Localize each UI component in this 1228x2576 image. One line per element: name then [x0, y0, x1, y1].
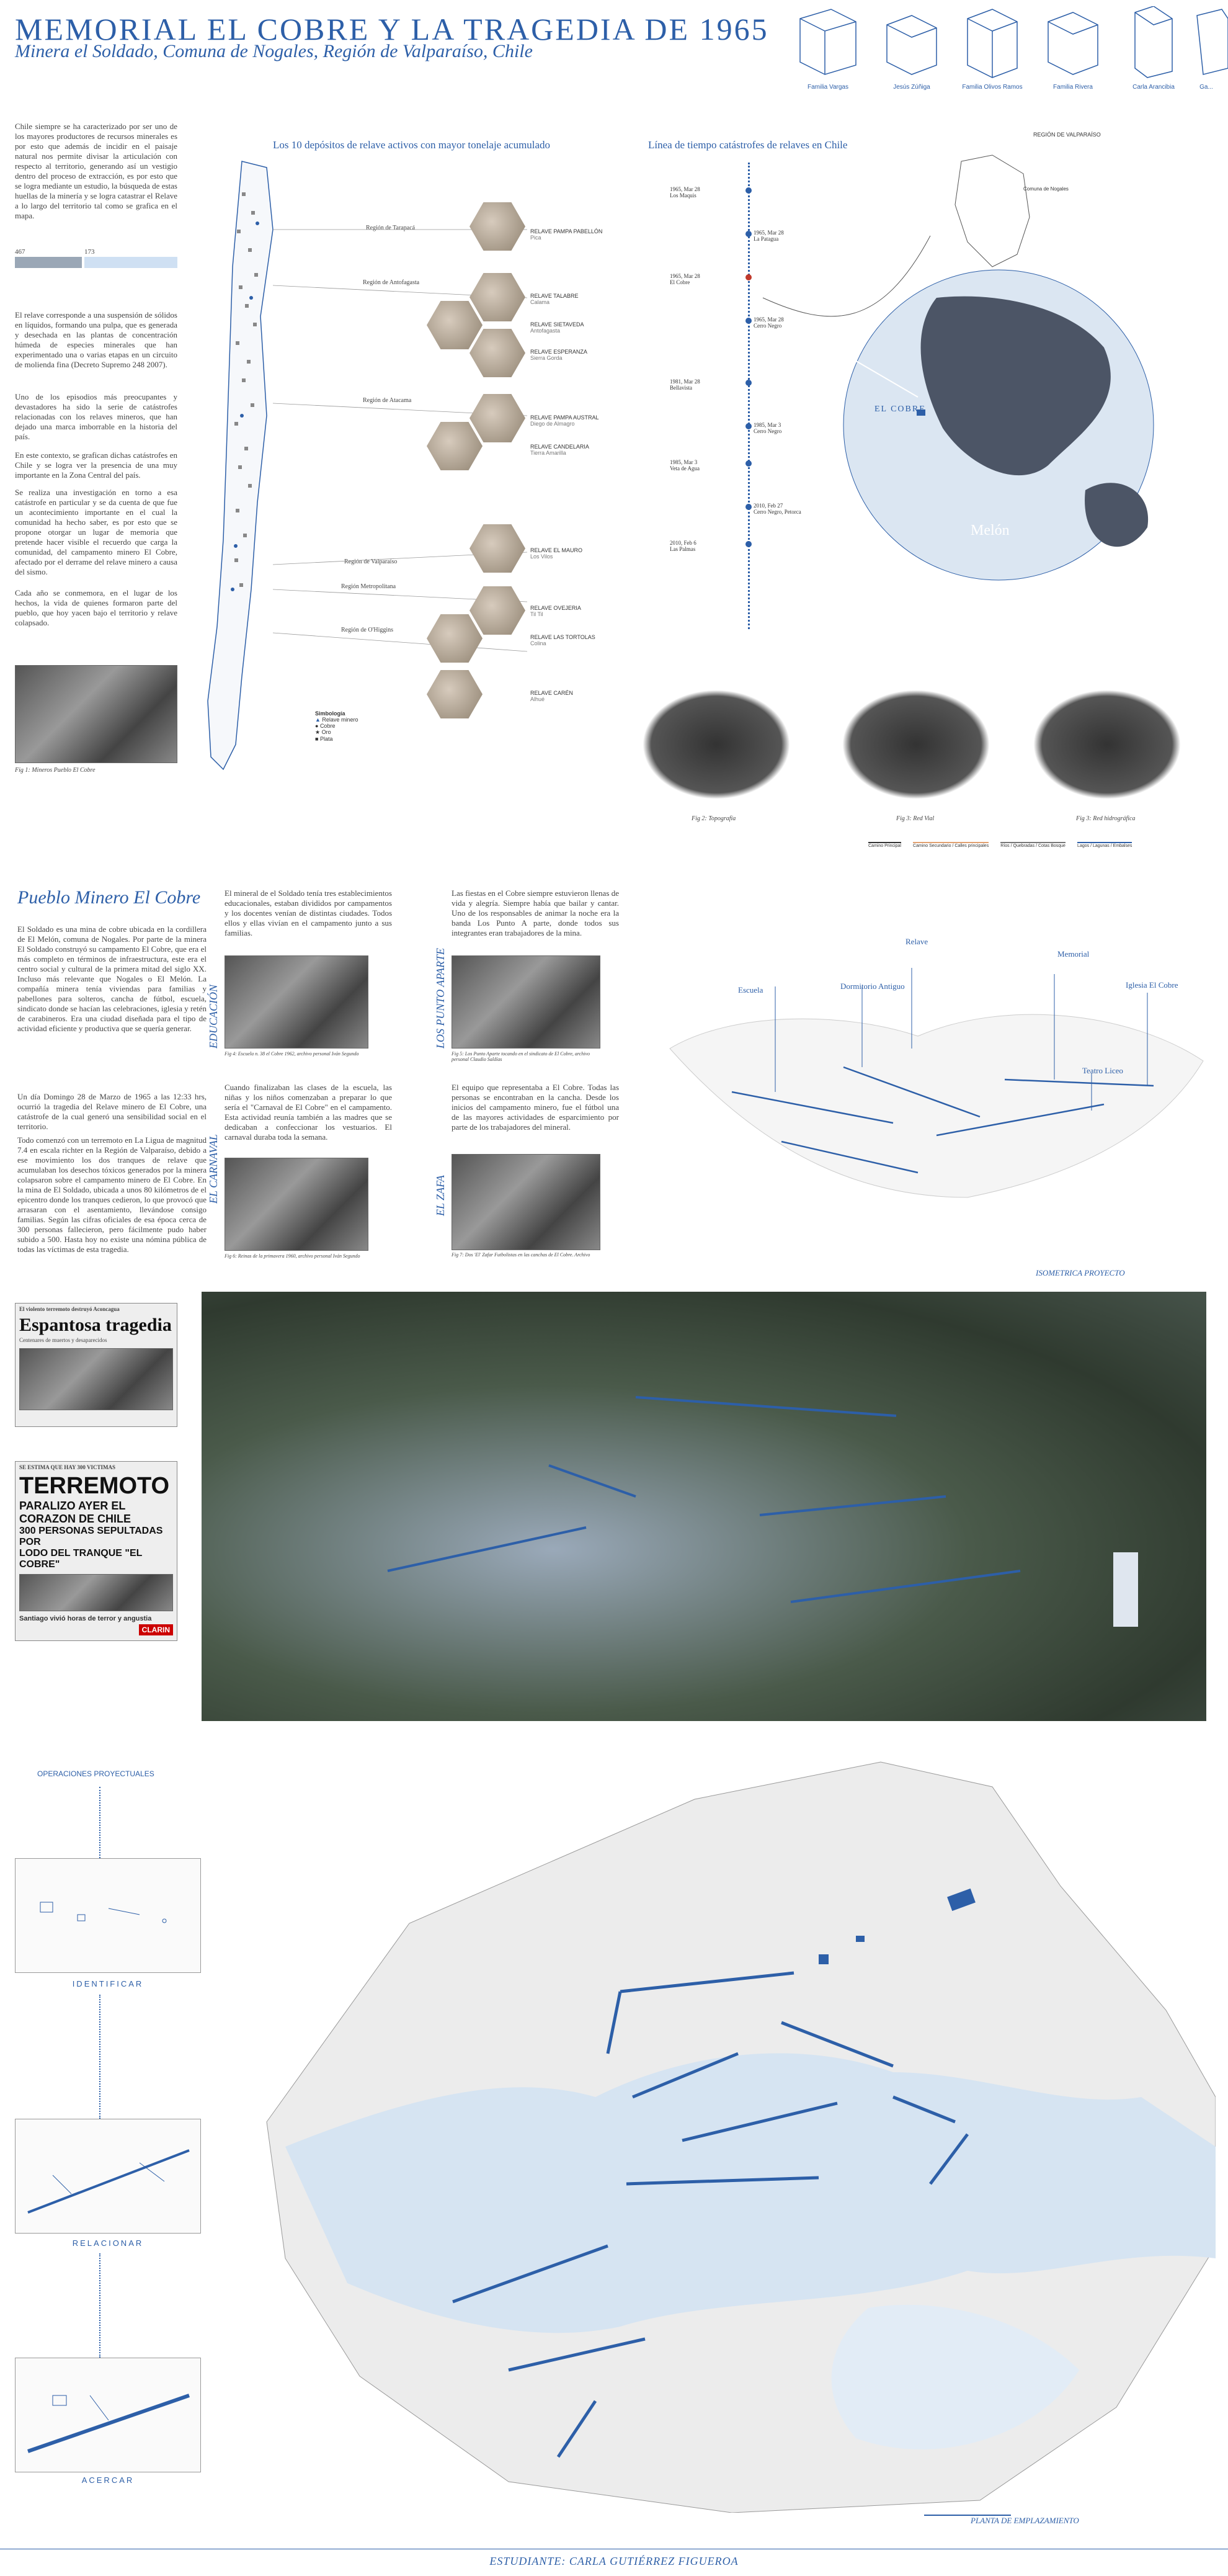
region-label: Región de Tarapacá	[366, 225, 416, 231]
carnaval-label: EL CARNAVAL	[207, 1134, 220, 1204]
view-label: Jesús Zúñiga	[893, 84, 930, 91]
timeline-dot	[745, 274, 752, 280]
pueblo-paragraph: Un día Domingo 28 de Marzo de 1965 a las 12:33 hrs, ocurrió la tragedia del Relave minero de El Cobre, una catástrofe de la cual generó una sensibilidad social en el territorio.	[17, 1092, 207, 1131]
education-text: El mineral de el Soldado tenía tres establecimientos educacionales, estaban divididos por campamentos y los docentes venían de distintas ciudades. Todos ellos y ellas vivían en el campamento junto a sus familias.	[225, 888, 392, 937]
relave-item: RELAVE TALABRE Calama	[530, 293, 579, 305]
topography-map	[633, 682, 800, 807]
timeline-dot	[745, 504, 752, 510]
relave-item: RELAVE PAMPA PABELLÓN Pica	[530, 228, 603, 241]
timeline-dot	[745, 187, 752, 194]
intro-paragraph: Uno de los episodios más preocupantes y devastadores ha sido la serie de catástrofes relacionadas con los relaves mineros, que han dejado una marca imborrable en la historia del país.	[15, 392, 177, 441]
region-map	[757, 143, 1216, 676]
timeline-dot	[745, 231, 752, 237]
stat-right: 173	[84, 248, 95, 256]
timeline-dot	[745, 380, 752, 386]
intro-paragraph: Chile siempre se ha caracterizado por ser uno de los mayores productores de recursos minerales es por esto que además de incidir en el paisaje natural nos permite divisar la articulación con respecto al territorio, generando así un vestigio dentro del proceso de extracción, es por esto que se logra mediante un estudio, la búsqueda de estas huellas de la minería y se logra catastrar el Relave a lo largo del territorio tal como se grafica en el mapa.	[15, 122, 177, 220]
step-diagram	[15, 1858, 201, 1973]
relave-item: RELAVE EL MAURO Los Vilos	[530, 547, 583, 560]
stat-left: 467	[15, 248, 25, 256]
timeline-event: 1965, Mar 28 Cerro Negro	[754, 316, 784, 329]
melon-label: Melón	[971, 522, 1010, 539]
step-diagram	[15, 2119, 201, 2234]
relave-item: RELAVE CARÉN Alhué	[530, 690, 573, 702]
fig-caption: Fig 5: Los Punto Aparte tocando en el sindicato de El Cobre, archivo personal Claudio Saldías	[452, 1051, 590, 1062]
step-label: ACERCAR	[81, 2475, 135, 2485]
intro-paragraph: En este contexto, se grafican dichas catástrofes en Chile y se logra ver la presencia de una muy importante en la Zona Central del país.	[15, 450, 177, 480]
football-photo	[452, 1154, 600, 1250]
timeline-event: 1985, Mar 3 Cerro Negro	[754, 422, 782, 434]
carnaval-photo	[225, 1158, 368, 1251]
pueblo-paragraph: El Soldado es una mina de cobre ubicada en la cordillera de El Melón, comuna de Nogales. Por parte de la minera El Soldado construyó su campamento El Cobre, que era el más completo en términos de infraestructura, este era el centro social y cultural de la primera mitad del siglo XX. Incluso más relevante que Nogales o El Melón. La compañía minera tenía viviendas para familias y pabellones para solteros, cancha de fútbol, escuela, sindicato donde se hacían las celebraciones, iglesia y retén de carabineros. Era una ciudad diseñada para el tipo de actividad eficiente y productiva que se quería generar.	[17, 924, 207, 1033]
intro-paragraph: Se realiza una investigación en torno a esa catástrofe en particular y se da cuenta de que fue un acontecimiento importante en el cual la comunidad ha hecho saber, es por esto que se propone otorgar un lugar de memoria que pretende hacer visible el recuerdo que carga la comunidad, del campamento minero El Cobre, afectado por el derrame del relave minero a causa del sismo.	[15, 488, 177, 576]
commune-label: Comuna de Nogales	[1023, 186, 1069, 192]
timeline-event: 1965, Mar 28 La Patagua	[754, 230, 784, 242]
iso-label: Memorial	[1057, 949, 1090, 959]
fig-caption: Fig 2: Topografía	[692, 815, 736, 822]
fig-caption: Fig 3: Red hidrográfica	[1076, 815, 1136, 822]
dotted-connector	[99, 1787, 100, 1858]
pueblo-title: Pueblo Minero El Cobre	[17, 887, 201, 908]
miners-photo	[15, 665, 177, 763]
step-label: IDENTIFICAR	[72, 1979, 144, 1988]
fig-caption: Fig 7: Dos 'El' Zafar Futbolistas en las canchas de El Cobre. Archivo	[452, 1252, 590, 1258]
iso-label: Iglesia El Cobre	[1126, 980, 1178, 990]
region-label: Región de Valparaíso	[344, 558, 398, 565]
carnaval-text: Cuando finalizaban las clases de la escuela, las niñas y los niños comenzaban a preparar lo que sería el "Carnaval de El Cobre" en el campamento. Esta actividad reunía también a las madres que se dedicaban a confeccionar los vestuarios. El carnaval duraba toda la semana.	[225, 1083, 392, 1142]
timeline-title: Línea de tiempo catástrofes de relaves en Chile	[648, 139, 848, 151]
deposits-title: Los 10 depósitos de relave activos con mayor tonelaje acumulado	[273, 139, 551, 151]
punto-label: LOS PUNTO APARTE	[434, 947, 447, 1049]
view-label: Familia Rivera	[1053, 84, 1093, 91]
view-label: Ga...	[1199, 84, 1213, 91]
intro-paragraph: Cada año se conmemora, en el lugar de los hechos, la vida de quienes formaron parte del pueblo, que hoy yacen bajo el territorio y relave colapsado.	[15, 588, 177, 627]
timeline-event: 1981, Mar 28 Bellavista	[670, 378, 700, 391]
fig-caption: Fig 1: Mineros Pueblo El Cobre	[15, 767, 96, 774]
dotted-connector	[99, 1995, 100, 2119]
newspaper-1: El violento terremoto destruyó Aconcagua Espantosa tragedia Centenares de muertos y desaparecidos	[15, 1303, 177, 1427]
timeline-event: 1965, Mar 28 El Cobre	[670, 273, 700, 285]
fiesta-text: Las fiestas en el Cobre siempre estuvieron llenas de vida y alegría. Siempre había que bailar y cantar. Uno de los responsables de animar la noche era la banda Los Punto A parte, donde todos sus integrantes eran trabajadores de la mina.	[452, 888, 619, 937]
newspaper-2: SE ESTIMA QUE HAY 300 VICTIMAS TERREMOTO PARALIZO AYER EL CORAZON DE CHILE 300 PERSONAS SEPULTADAS POR LODO DEL TRANQUE "EL COBRE" Santiago vivió horas de terror y angustia CLARIN	[15, 1461, 177, 1641]
zafa-label: EL ZAFA	[434, 1175, 447, 1216]
timeline-dot	[745, 541, 752, 547]
iso-label: Relave	[905, 937, 928, 946]
page-subtitle: Minera el Soldado, Comuna de Nogales, Región de Valparaíso, Chile	[15, 41, 533, 61]
site-plan	[248, 1750, 1216, 2513]
road-map	[832, 682, 1000, 807]
region-map-label: REGIÓN DE VALPARAÍSO	[1033, 132, 1101, 138]
view-label: Familia Vargas	[808, 84, 848, 91]
timeline-event: 2010, Feb 27 Cerro Negro, Petorca	[754, 503, 801, 515]
timeline-dot	[745, 460, 752, 467]
views-drawing	[788, 6, 1228, 81]
fig-caption: Fig 3: Red Vial	[896, 815, 935, 822]
school-photo	[225, 955, 368, 1049]
relave-item: RELAVE CANDELARIA Tierra Amarilla	[530, 444, 589, 456]
futbol-text: El equipo que representaba a El Cobre. Todas las personas se encontraban en la cancha. Desde los inicios del campamento minero, fue el fútbol una de las mayores actividades de esparcimiento por parte de los trabajadores del mineral.	[452, 1083, 619, 1132]
relave-item: RELAVE ESPERANZA Sierra Gorda	[530, 349, 587, 361]
step-label: RELACIONAR	[72, 2238, 144, 2248]
fig-caption: Fig 4: Escuela n. 38 el Cobre 1962, archivo personal Iván Segundo	[225, 1051, 359, 1057]
hydro-map	[1023, 682, 1191, 807]
relave-item: RELAVE PAMPA AUSTRAL Diego de Almagro	[530, 414, 599, 427]
view-label: Carla Arancibia	[1132, 84, 1175, 91]
timeline-dot	[745, 318, 752, 324]
timeline-event: 2010, Feb 6 Las Palmas	[670, 540, 696, 552]
page-title: MEMORIAL EL COBRE Y LA TRAGEDIA DE 1965	[15, 12, 769, 47]
site-plan-caption: PLANTA DE EMPLAZAMIENTO	[971, 2516, 1079, 2525]
scale-bar	[924, 2508, 1011, 2516]
project-views	[788, 6, 1228, 99]
fig-caption: Fig 6: Reinas de la primavera 1960, archivo personal Iván Segundo	[225, 1253, 360, 1259]
band-photo	[452, 955, 600, 1049]
intro-paragraph: El relave corresponde a una suspensión de sólidos en líquidos, formando una pulpa, que es generada y desechada en las plantas de concentración húmeda de especies minerales que han experimentado una o varias etapas en un circuito de molienda fina (Decreto Supremo 248 2007).	[15, 310, 177, 369]
timeline-event: 1965, Mar 28 Los Maquis	[670, 186, 700, 199]
region-label: Región de Atacama	[363, 397, 412, 404]
iso-label: Escuela	[738, 985, 763, 995]
region-label: Región de Antofagasta	[363, 279, 420, 286]
education-label: EDUCACIÓN	[207, 985, 220, 1049]
relave-item: RELAVE SIETAVEDA Antofagasta	[530, 321, 584, 334]
iso-caption: ISOMETRICA PROYECTO	[1036, 1268, 1125, 1277]
relave-item: RELAVE LAS TORTOLAS Colina	[530, 634, 595, 646]
region-label: Región de O'Higgins	[341, 627, 394, 633]
student-name: ESTUDIANTE: CARLA GUTIÉRREZ FIGUEROA	[489, 2555, 739, 2567]
iso-label: Dormitorio Antiguo	[840, 982, 905, 991]
timeline-dot	[745, 423, 752, 429]
iso-label: Teatro Liceo	[1082, 1066, 1123, 1075]
operations-title: OPERACIONES PROYECTUALES	[37, 1769, 154, 1778]
map-legend: Simbología ▲ Relave minero ● Cobre ★ Oro ■ Plata	[315, 710, 358, 742]
region-label: Región Metropolitana	[341, 583, 396, 590]
aerial-photo	[202, 1292, 1206, 1721]
el-cobre-label: EL COBRE	[874, 405, 926, 414]
step-diagram	[15, 2358, 201, 2472]
stat-bar	[15, 247, 177, 272]
dotted-connector	[99, 2253, 100, 2358]
view-label: Familia Olivos Ramos	[962, 84, 1023, 91]
timeline-event: 1985, Mar 3 Veta de Agua	[670, 459, 700, 472]
maps-legend: Camino Principal Camino Secundario / Calles principales Ríos / Quebradas / Cotas Bosque Lagos / Lagunas / Embalses	[868, 838, 1222, 846]
pueblo-paragraph: Todo comenzó con un terremoto en La Ligua de magnitud 7.4 en escala richter en la Región de Valparaíso, debido a ese movimiento los dos tranques de relave que acumulaban los desechos tóxicos generados por la minera colapsaron sobre el campamento minero de El Cobre. En la mina de El Soldado, ubicada a unos 80 kilómetros de el epicentro donde los tranques cedieron, lo que provocó que arrasaran con el asentamiento, llevándose consigo familias. Según las cifras oficiales de esa época cerca de 300 personas fallecieron, pero fácilmente pudo haber subido a 500. Hasta hoy no existe una nómina pública de todas las víctimas de esta tragedia.	[17, 1135, 207, 1254]
relave-item: RELAVE OVEJERIA Til Til	[530, 605, 581, 617]
nogales-label: Nogales	[924, 577, 969, 593]
